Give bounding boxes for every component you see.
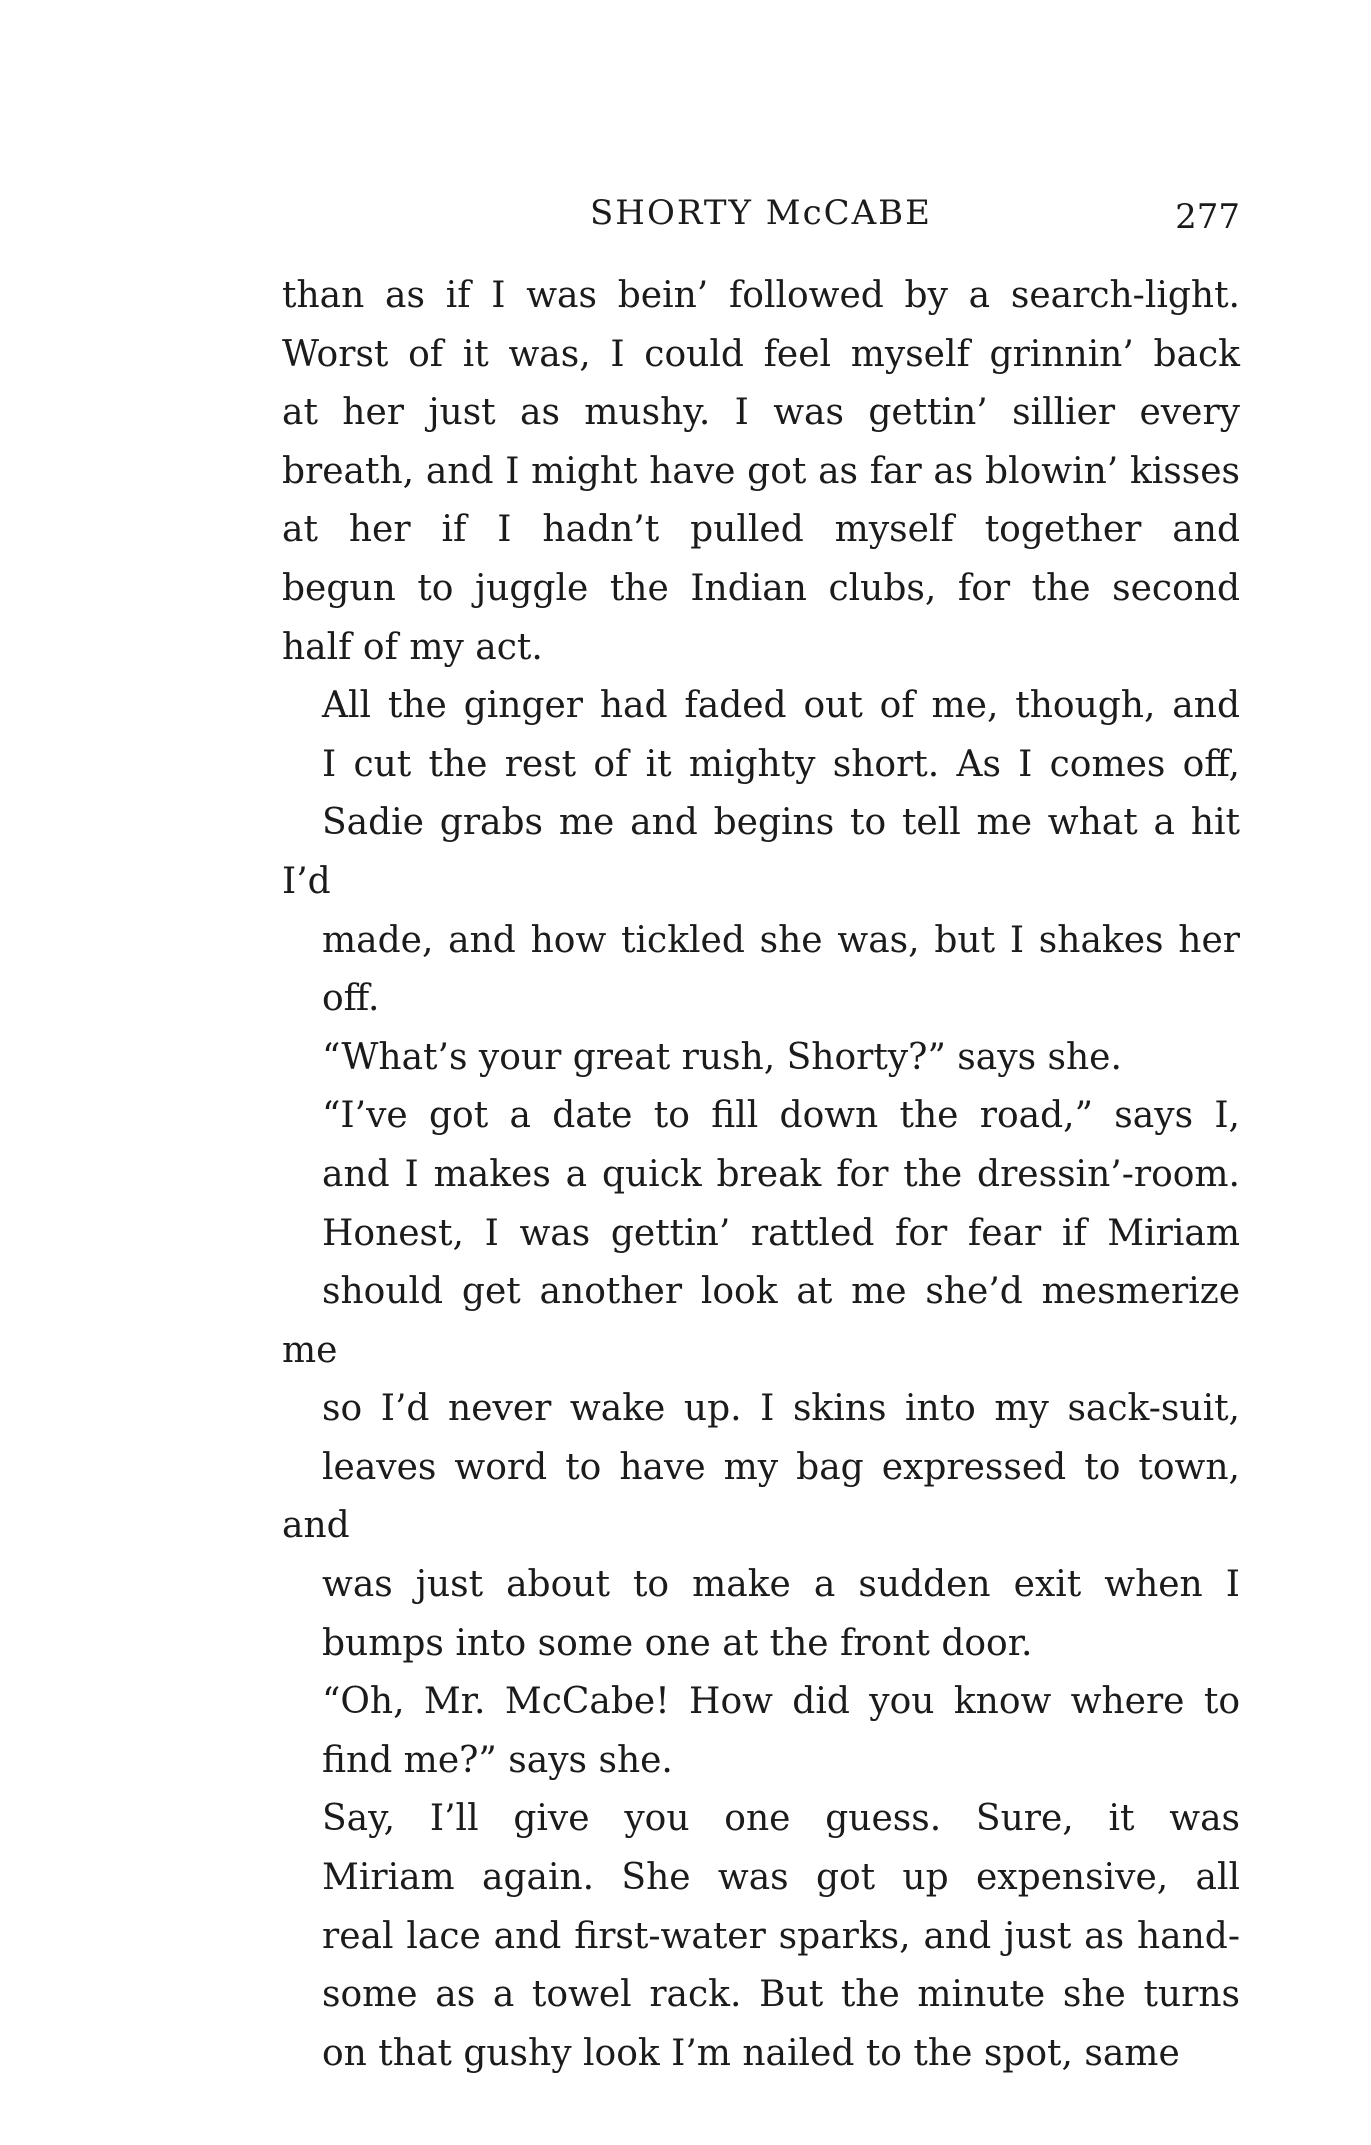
text-line: half of my act.	[282, 626, 543, 668]
text-line: begun to juggle the Indian clubs, for the second	[282, 567, 1240, 609]
text-line: than as if I was bein’ followed by a search-light.	[282, 275, 1240, 316]
text-line: and I makes a quick break for the dressin’-room.	[322, 1153, 1240, 1195]
text-line: Say, I’ll give you one guess. Sure, it was	[322, 1798, 1240, 1840]
paragraph	[282, 1673, 1240, 1790]
text-line: Honest, I was gettin’ rattled for fear if Miriam	[322, 1212, 1240, 1254]
paragraph	[282, 1029, 1240, 1088]
text-line: at her just as mushy. I was gettin’ sillier every	[282, 392, 1240, 434]
text-line: at her if I hadn’t pulled myself together and	[282, 509, 1240, 551]
text-line: Sadie grabs me and begins to tell me what a hit I’d	[282, 802, 1240, 902]
text-line: All the ginger had faded out of me, though, and	[322, 685, 1240, 727]
text-line: leaves word to have my bag expressed to town, and	[282, 1446, 1240, 1547]
body-text	[282, 267, 1240, 2083]
paragraph	[282, 677, 1240, 1029]
text-line: off.	[322, 978, 380, 1020]
text-line: “Oh, Mr. McCabe! How did you know where to	[322, 1681, 1240, 1723]
text-line: find me?” says she.	[322, 1739, 673, 1781]
text-line: “What’s your great rush, Shorty?” says she.	[322, 1036, 1122, 1078]
text-line: was just about to make a sudden exit when I	[322, 1564, 1240, 1606]
text-line: Worst of it was, I could feel myself grinnin’ back	[282, 333, 1240, 375]
text-line: I cut the rest of it mighty short. As I comes off,	[322, 743, 1240, 785]
running-head	[282, 188, 1240, 238]
text-line: “I’ve got a date to fill down the road,” says I,	[322, 1095, 1240, 1137]
text-line: breath, and I might have got as far as blowin’ kisses	[282, 450, 1240, 492]
page-number: 277	[1175, 197, 1240, 237]
text-line: should get another look at me she’d mesmerize me	[282, 1271, 1240, 1371]
text-line: so I’d never wake up. I skins into my sack-suit,	[322, 1388, 1240, 1430]
text-line: made, and how tickled she was, but I shakes her	[322, 919, 1240, 961]
paragraph	[282, 1790, 1240, 2083]
text-line: Miriam again. She was got up expensive, all	[322, 1857, 1240, 1899]
text-line: bumps into some one at the front door.	[322, 1622, 1033, 1664]
paragraph	[282, 267, 1240, 677]
paragraph	[282, 1087, 1240, 1673]
text-line: real lace and first-water sparks, and just as hand-	[322, 1915, 1240, 1957]
running-title: SHORTY McCABE	[590, 193, 932, 233]
text-line: on that gushy look I’m nailed to the spot, same	[322, 2032, 1180, 2074]
text-line: some as a towel rack. But the minute she turns	[322, 1974, 1240, 2016]
